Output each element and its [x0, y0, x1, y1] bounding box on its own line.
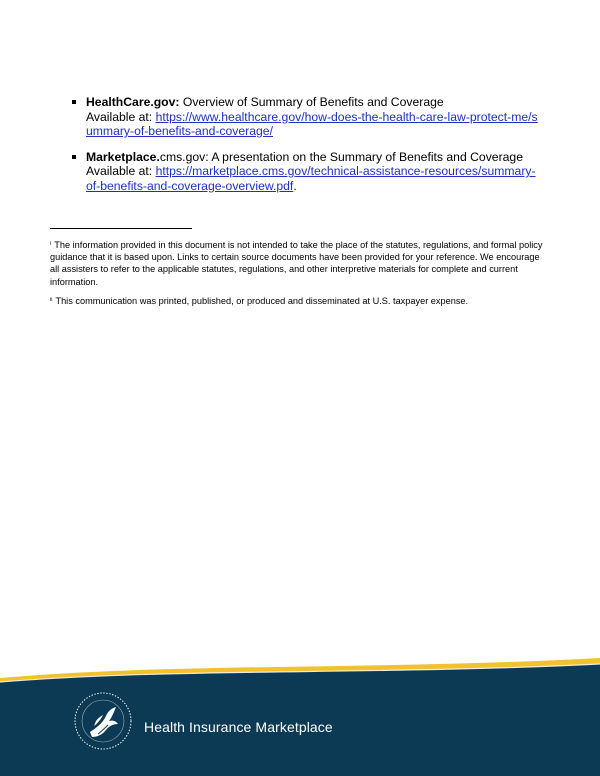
footnote-text: This communication was printed, published, or produced and disseminated at U.S. taxpayer expense. [55, 296, 469, 306]
resource-item-marketplace-cms-gov [70, 150, 540, 194]
resource-site-suffix: cms.gov: [159, 149, 209, 164]
resource-description: Overview of Summary of Benefits and Coverage [179, 95, 444, 109]
resource-site-name: Marketplace. [86, 149, 160, 164]
resource-description: A presentation on the Summary of Benefits and Coverage [208, 149, 523, 164]
hhs-seal-icon [72, 690, 134, 752]
resource-link[interactable]: https://www.healthcare.gov/how-does-the-health-care-law-protect-me/summary-of-benefits-and-coverage/ [86, 109, 538, 138]
resource-list [70, 95, 540, 204]
footnote-2 [50, 295, 550, 307]
square-bullet-icon [72, 100, 76, 104]
footer-title: Health Insurance Marketplace [144, 719, 333, 735]
resource-link[interactable]: https://marketplace.cms.gov/technical-assistance-resources/summary-of-benefits-and-coverage-overview.pdf [86, 164, 536, 193]
footnote-marker: i [50, 241, 52, 247]
footnote-marker: ii [50, 297, 53, 303]
resource-site-name: HealthCare.gov: [86, 95, 180, 109]
available-label: Available at: [86, 164, 156, 178]
available-label: Available at: [86, 109, 156, 124]
resource-item-healthcare-gov [70, 95, 540, 139]
footnote-divider [50, 228, 192, 229]
resource-trailing: . [293, 178, 297, 193]
footnote-text: The information provided in this document is not intended to take the place of the statutes, regulations, and formal policy guidance that it is based upon. Links to certain source documents have been provided for your reference. We encourage all assisters to refer to the applicable statutes, regulations, and other interpretive materials for complete and current information. [50, 240, 543, 287]
square-bullet-icon [72, 155, 76, 159]
footnote-1 [50, 239, 550, 288]
